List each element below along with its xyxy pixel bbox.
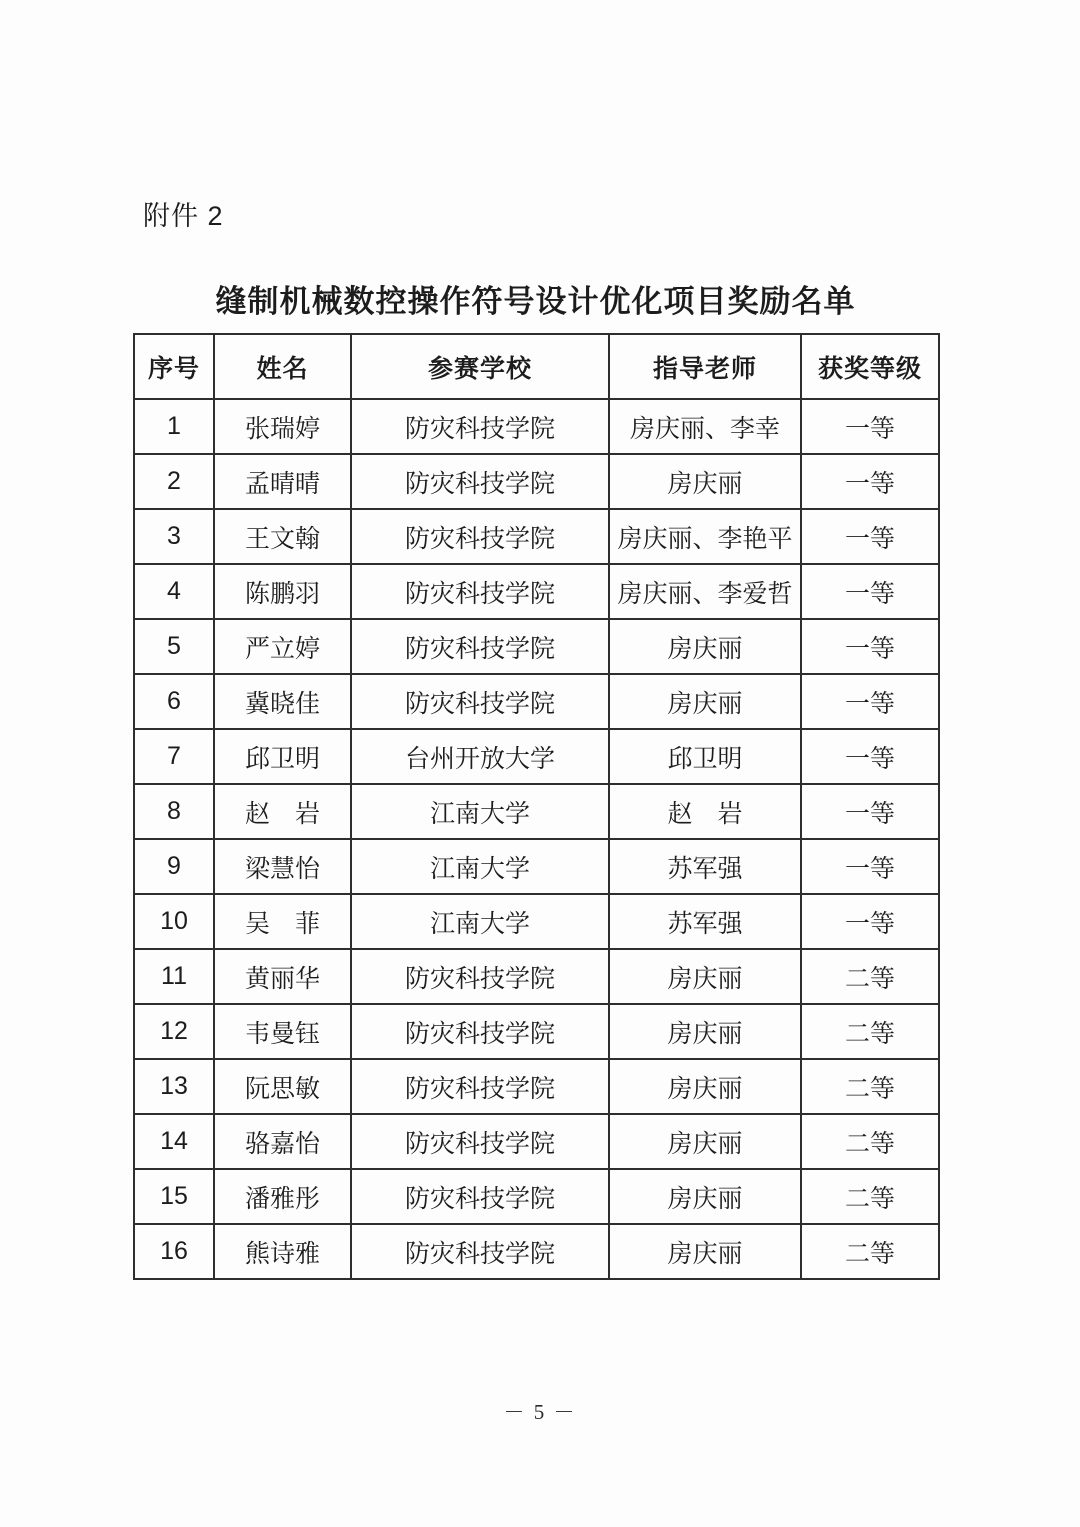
cell-teacher: 苏军强 xyxy=(609,839,801,894)
cell-award: 一等 xyxy=(801,454,939,509)
cell-award: 一等 xyxy=(801,509,939,564)
cell-name: 潘雅彤 xyxy=(214,1169,351,1224)
cell-school: 防灾科技学院 xyxy=(351,619,609,674)
cell-teacher: 房庆丽 xyxy=(609,1059,801,1114)
table-row xyxy=(134,729,939,784)
cell-award: 二等 xyxy=(801,1224,939,1279)
cell-award: 二等 xyxy=(801,949,939,1004)
cell-award: 二等 xyxy=(801,1114,939,1169)
table-row xyxy=(134,1059,939,1114)
cell-teacher: 房庆丽 xyxy=(609,619,801,674)
cell-school: 防灾科技学院 xyxy=(351,949,609,1004)
cell-teacher: 房庆丽、李爱哲 xyxy=(609,564,801,619)
cell-no: 14 xyxy=(134,1114,214,1169)
cell-name: 吴 菲 xyxy=(214,894,351,949)
cell-no: 16 xyxy=(134,1224,214,1279)
cell-school: 防灾科技学院 xyxy=(351,564,609,619)
cell-award: 一等 xyxy=(801,784,939,839)
cell-teacher: 房庆丽 xyxy=(609,1169,801,1224)
table-row xyxy=(134,509,939,564)
header-name: 姓名 xyxy=(214,334,351,399)
table-row xyxy=(134,839,939,894)
cell-teacher: 房庆丽 xyxy=(609,454,801,509)
header-award: 获奖等级 xyxy=(801,334,939,399)
cell-name: 邱卫明 xyxy=(214,729,351,784)
cell-no: 3 xyxy=(134,509,214,564)
cell-no: 12 xyxy=(134,1004,214,1059)
cell-teacher: 房庆丽 xyxy=(609,1004,801,1059)
cell-award: 一等 xyxy=(801,894,939,949)
cell-school: 防灾科技学院 xyxy=(351,399,609,454)
cell-name: 孟晴晴 xyxy=(214,454,351,509)
table-row xyxy=(134,454,939,509)
cell-school: 防灾科技学院 xyxy=(351,674,609,729)
table-row xyxy=(134,619,939,674)
cell-teacher: 房庆丽、李艳平 xyxy=(609,509,801,564)
cell-no: 6 xyxy=(134,674,214,729)
header-serial: 序号 xyxy=(134,334,214,399)
cell-school: 江南大学 xyxy=(351,894,609,949)
cell-school: 江南大学 xyxy=(351,839,609,894)
cell-no: 8 xyxy=(134,784,214,839)
header-teacher: 指导老师 xyxy=(609,334,801,399)
cell-award: 一等 xyxy=(801,729,939,784)
cell-award: 一等 xyxy=(801,399,939,454)
cell-no: 10 xyxy=(134,894,214,949)
cell-award: 一等 xyxy=(801,564,939,619)
cell-name: 王文翰 xyxy=(214,509,351,564)
table-row xyxy=(134,674,939,729)
cell-no: 4 xyxy=(134,564,214,619)
table-row xyxy=(134,784,939,839)
cell-teacher: 房庆丽 xyxy=(609,1114,801,1169)
attachment-label: 附件 2 xyxy=(143,201,224,231)
cell-no: 15 xyxy=(134,1169,214,1224)
cell-no: 11 xyxy=(134,949,214,1004)
cell-name: 黄丽华 xyxy=(214,949,351,1004)
cell-name: 熊诗雅 xyxy=(214,1224,351,1279)
page-number: － 5 － xyxy=(503,1400,577,1424)
cell-no: 9 xyxy=(134,839,214,894)
award-table-body xyxy=(134,399,939,1279)
award-table-header xyxy=(134,334,939,399)
cell-name: 张瑞婷 xyxy=(214,399,351,454)
cell-school: 防灾科技学院 xyxy=(351,509,609,564)
cell-school: 防灾科技学院 xyxy=(351,1114,609,1169)
table-row xyxy=(134,949,939,1004)
cell-no: 5 xyxy=(134,619,214,674)
page-title: 缝制机械数控操作符号设计优化项目奖励名单 xyxy=(215,284,856,319)
table-row xyxy=(134,564,939,619)
cell-no: 1 xyxy=(134,399,214,454)
cell-teacher: 房庆丽 xyxy=(609,674,801,729)
cell-name: 赵 岩 xyxy=(214,784,351,839)
cell-no: 2 xyxy=(134,454,214,509)
cell-no: 13 xyxy=(134,1059,214,1114)
cell-name: 冀晓佳 xyxy=(214,674,351,729)
cell-teacher: 邱卫明 xyxy=(609,729,801,784)
cell-school: 防灾科技学院 xyxy=(351,1059,609,1114)
cell-name: 骆嘉怡 xyxy=(214,1114,351,1169)
cell-teacher: 苏军强 xyxy=(609,894,801,949)
cell-award: 一等 xyxy=(801,619,939,674)
cell-award: 一等 xyxy=(801,674,939,729)
cell-award: 二等 xyxy=(801,1169,939,1224)
cell-award: 二等 xyxy=(801,1004,939,1059)
table-row xyxy=(134,1004,939,1059)
cell-award: 二等 xyxy=(801,1059,939,1114)
cell-school: 防灾科技学院 xyxy=(351,1169,609,1224)
cell-name: 阮思敏 xyxy=(214,1059,351,1114)
cell-name: 梁慧怡 xyxy=(214,839,351,894)
cell-school: 防灾科技学院 xyxy=(351,1224,609,1279)
header-school: 参赛学校 xyxy=(351,334,609,399)
cell-school: 防灾科技学院 xyxy=(351,454,609,509)
table-row xyxy=(134,1114,939,1169)
cell-name: 严立婷 xyxy=(214,619,351,674)
cell-school: 防灾科技学院 xyxy=(351,1004,609,1059)
header-row xyxy=(134,334,939,399)
award-table xyxy=(133,333,940,1280)
cell-name: 陈鹏羽 xyxy=(214,564,351,619)
cell-teacher: 房庆丽、李幸 xyxy=(609,399,801,454)
cell-no: 7 xyxy=(134,729,214,784)
cell-school: 江南大学 xyxy=(351,784,609,839)
cell-teacher: 房庆丽 xyxy=(609,1224,801,1279)
cell-teacher: 赵 岩 xyxy=(609,784,801,839)
table-row xyxy=(134,894,939,949)
cell-teacher: 房庆丽 xyxy=(609,949,801,1004)
cell-name: 韦曼钰 xyxy=(214,1004,351,1059)
cell-award: 一等 xyxy=(801,839,939,894)
cell-school: 台州开放大学 xyxy=(351,729,609,784)
table-row xyxy=(134,1224,939,1279)
table-row xyxy=(134,399,939,454)
table-row xyxy=(134,1169,939,1224)
